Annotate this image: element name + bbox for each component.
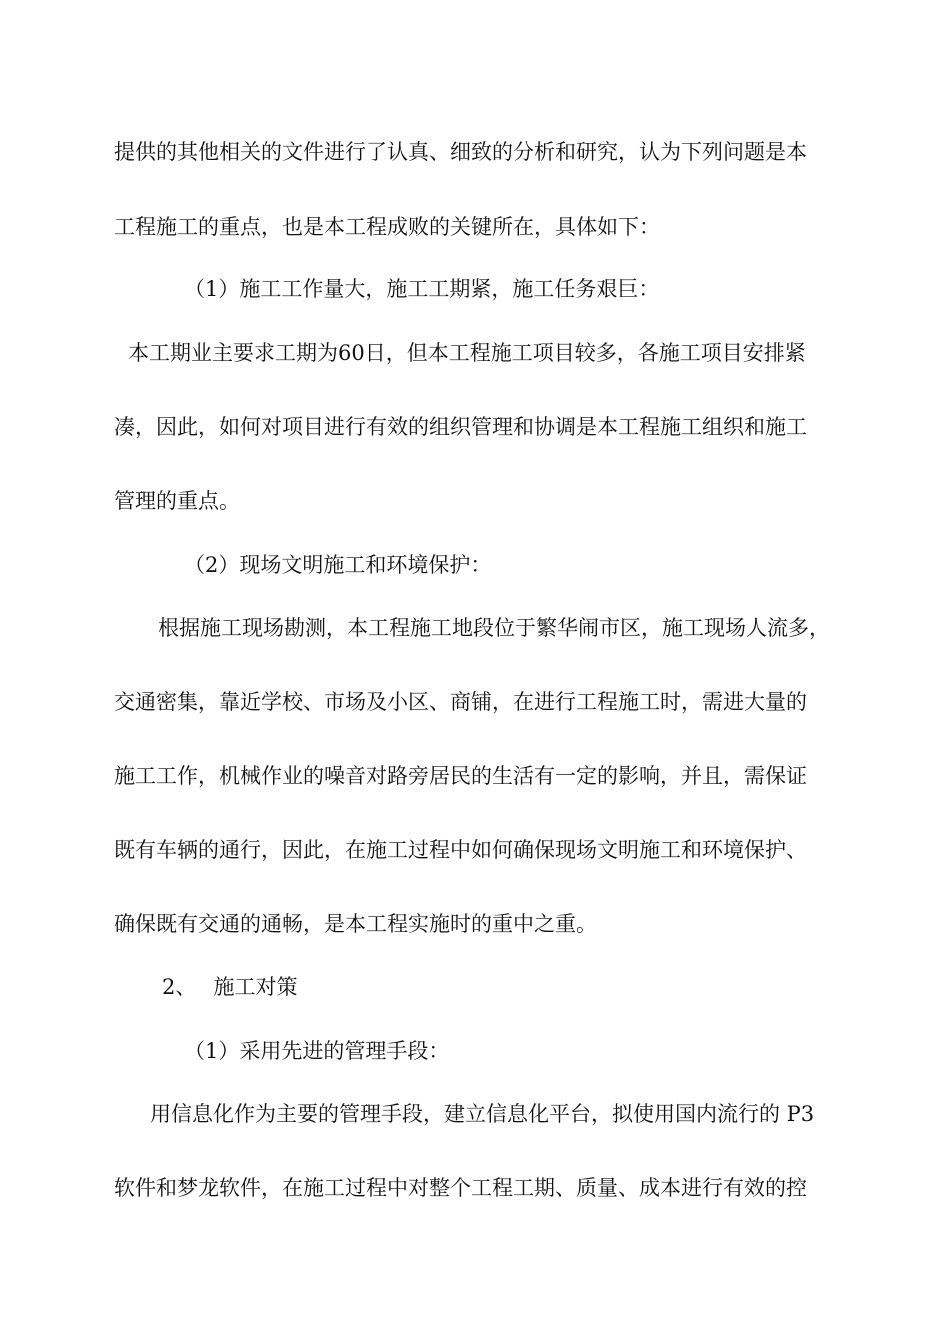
paragraph-line: 用信息化作为主要的管理手段，建立信息化平台，拟使用国内流行的 P3	[150, 1102, 815, 1126]
subheading: （1）采用先进的管理手段：	[184, 1039, 450, 1063]
paragraph-line: 提供的其他相关的文件进行了认真、细致的分析和研究，认为下列问题是本	[114, 140, 807, 164]
section-heading: 2、 施工对策	[162, 975, 298, 999]
paragraph-line: 交通密集，靠近学校、市场及小区、商铺，在进行工程施工时，需进大量的	[114, 690, 807, 714]
subheading: （1）施工工作量大，施工工期紧，施工任务艰巨：	[184, 277, 660, 301]
paragraph-line: 工程施工的重点，也是本工程成败的关键所在，具体如下：	[114, 215, 660, 239]
paragraph-line: 既有车辆的通行，因此，在施工过程中如何确保现场文明施工和环境保护、	[114, 838, 807, 862]
paragraph-line: 软件和梦龙软件，在施工过程中对整个工程工期、质量、成本进行有效的控	[114, 1176, 807, 1200]
paragraph-line: 管理的重点。	[114, 489, 240, 513]
paragraph-line: 施工工作，机械作业的噪音对路旁居民的生活有一定的影响，并且，需保证	[114, 764, 807, 788]
paragraph-line: 本工期业主要求工期为60日，但本工程施工项目较多，各施工项目安排紧	[128, 341, 806, 365]
subheading: （2）现场文明施工和环境保护：	[184, 553, 492, 577]
paragraph-line: 根据施工现场勘测，本工程施工地段位于繁华闹市区，施工现场人流多，	[158, 616, 830, 640]
paragraph-line: 凑，因此，如何对项目进行有效的组织管理和协调是本工程施工组织和施工	[114, 415, 807, 439]
paragraph-line: 确保既有交通的通畅，是本工程实施时的重中之重。	[114, 912, 597, 936]
